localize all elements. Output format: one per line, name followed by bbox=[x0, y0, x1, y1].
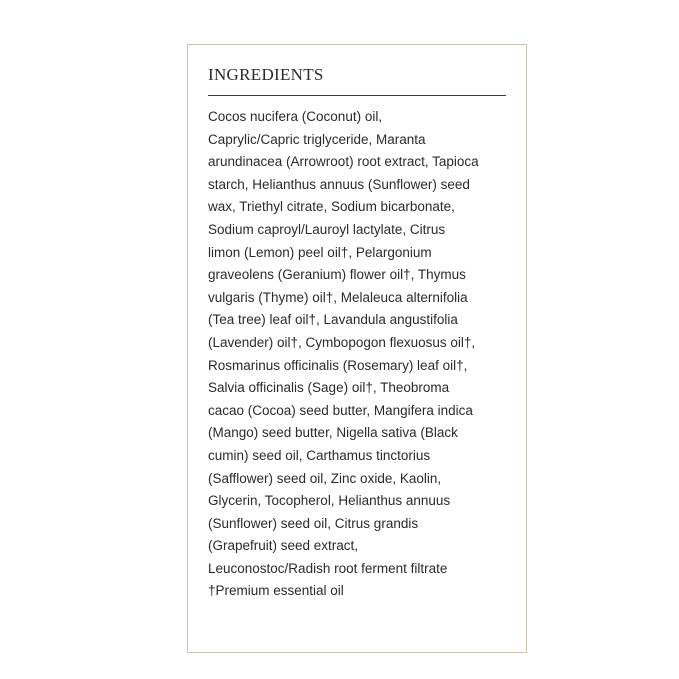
ingredient-line: (Sunflower) seed oil, Citrus grandis bbox=[208, 515, 419, 531]
ingredient-line: vulgaris (Thyme) oil†, Melaleuca alternifolia bbox=[208, 289, 468, 305]
ingredient-line: (Mango) seed butter, Nigella sativa (Black bbox=[208, 425, 458, 441]
ingredient-line: limon (Lemon) peel oil†, Pelargonium bbox=[208, 244, 432, 260]
title-divider bbox=[208, 95, 506, 96]
ingredient-line: Cocos nucifera (Coconut) oil, bbox=[208, 109, 383, 124]
ingredient-line: wax, Triethyl citrate, Sodium bicarbonate, bbox=[208, 199, 455, 215]
ingredient-line: Leuconostoc/Radish root ferment filtrate bbox=[208, 560, 448, 576]
ingredient-line: Sodium caproyl/Lauroyl lactylate, Citrus bbox=[208, 221, 446, 237]
ingredient-line: arundinacea (Arrowroot) root extract, Tapioca bbox=[208, 154, 479, 170]
ingredient-line: cacao (Cocoa) seed butter, Mangifera indica bbox=[208, 402, 473, 418]
footnote-line: †Premium essential oil bbox=[208, 583, 344, 599]
ingredients-card bbox=[187, 44, 527, 653]
ingredient-line: graveolens (Geranium) flower oil†, Thymus bbox=[208, 267, 466, 283]
ingredient-line: (Tea tree) leaf oil†, Lavandula angustifolia bbox=[208, 312, 458, 328]
ingredients-list bbox=[208, 106, 508, 603]
ingredient-line: (Lavender) oil†, Cymbopogon flexuosus oil†, bbox=[208, 334, 476, 350]
ingredient-line: Glycerin, Tocopherol, Helianthus annuus bbox=[208, 493, 451, 509]
ingredient-line: cumin) seed oil, Carthamus tinctorius bbox=[208, 447, 431, 463]
section-title: INGREDIENTS bbox=[208, 65, 324, 84]
ingredient-line: starch, Helianthus annuus (Sunflower) seed bbox=[208, 176, 470, 192]
ingredient-line: (Grapefruit) seed extract, bbox=[208, 538, 359, 554]
ingredient-line: Salvia officinalis (Sage) oil†, Theobroma bbox=[208, 380, 450, 396]
ingredient-line: Caprylic/Capric triglyceride, Maranta bbox=[208, 131, 426, 147]
ingredient-line: (Safflower) seed oil, Zinc oxide, Kaolin, bbox=[208, 470, 442, 486]
ingredient-line: Rosmarinus officinalis (Rosemary) leaf oil†, bbox=[208, 357, 468, 373]
